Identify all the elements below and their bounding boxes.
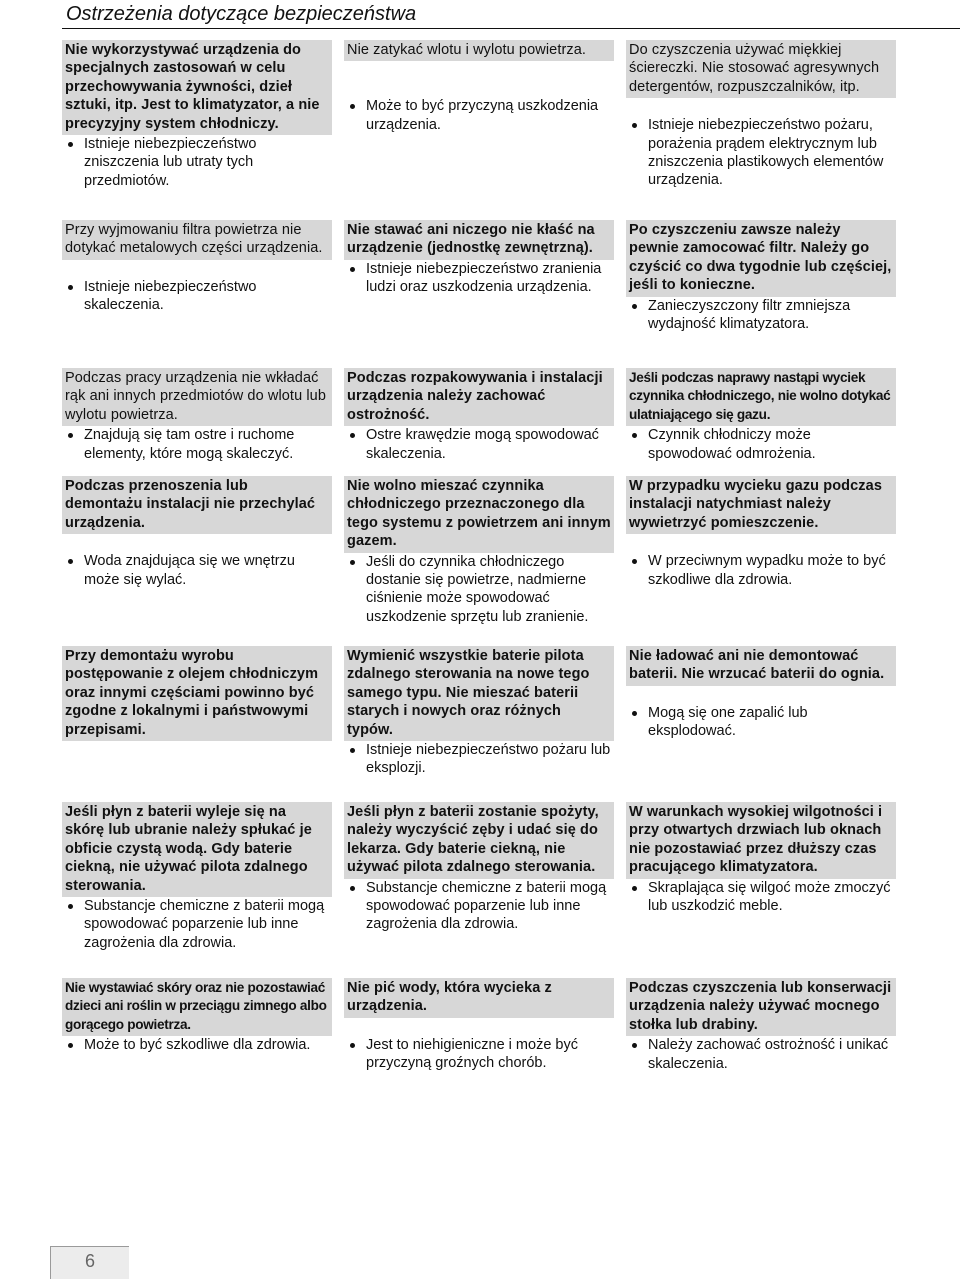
note-item: Zanieczyszczony filtr zmniejsza wydajność klimatyzatora. <box>626 297 896 334</box>
warning-cell <box>626 476 896 646</box>
note-list <box>344 260 614 297</box>
warning-cell <box>344 802 614 978</box>
warning-cell <box>62 476 332 646</box>
note-item: Istnieje niebezpieczeństwo zniszczenia lub utraty tych przedmiotów. <box>62 135 332 190</box>
warning-cell <box>626 802 896 978</box>
note-list <box>626 426 896 463</box>
warning-text: Nie pić wody, która wycieka z urządzenia. <box>344 978 614 1018</box>
note-item: Jeśli do czynnika chłodniczego dostanie się powietrze, nadmierne ciśnienie może spowodować uszkodzenie sprzętu lub zranienie. <box>344 553 614 627</box>
warning-cell <box>344 40 614 220</box>
warning-text: Nie stawać ani niczego nie kłaść na urządzenie (jednostkę zewnętrzną). <box>344 220 614 260</box>
note-list <box>626 879 896 916</box>
page-header <box>62 0 960 29</box>
warning-cell <box>62 220 332 368</box>
warning-text: Wymienić wszystkie baterie pilota zdalnego sterowania na nowe tego samego typu. Nie mieszać baterii starych i nowych oraz różnych typów. <box>344 646 614 741</box>
warning-text: Do czyszczenia używać miękkiej ściereczki. Nie stosować agresywnych detergentów, rozpuszczalników, itp. <box>626 40 896 98</box>
warning-text: Podczas rozpakowywania i instalacji urządzenia należy zachować ostrożność. <box>344 368 614 426</box>
warning-text: Nie wolno mieszać czynnika chłodniczego przeznaczonego dla tego systemu z powietrzem ani innym gazem. <box>344 476 614 553</box>
warning-text: Jeśli podczas naprawy nastąpi wyciek czynnika chłodniczego, nie wolno dotykać ulatniającego się gazu. <box>626 368 896 426</box>
warning-text: W warunkach wysokiej wilgotności i przy otwartych drzwiach lub oknach nie pozostawiać przez dłuższy czas pracującego klimatyzatora. <box>626 802 896 879</box>
safety-warnings-grid <box>62 40 960 1080</box>
warning-text: Nie wystawiać skóry oraz nie pozostawiać dzieci ani roślin w przeciągu zimnego albo gorącego powietrza. <box>62 978 332 1036</box>
note-list <box>626 552 896 589</box>
warning-cell <box>626 220 896 368</box>
note-item: Istnieje niebezpieczeństwo zranienia ludzi oraz uszkodzenia urządzenia. <box>344 260 614 297</box>
note-list <box>62 426 332 463</box>
note-list <box>344 426 614 463</box>
note-item: Jest to niehigieniczne i może być przyczyną groźnych chorób. <box>344 1036 614 1073</box>
note-list <box>62 135 332 190</box>
warning-cell <box>626 40 896 220</box>
warning-cell <box>344 646 614 802</box>
note-list <box>62 897 332 952</box>
note-item: Istnieje niebezpieczeństwo skaleczenia. <box>62 278 332 315</box>
note-list <box>344 879 614 934</box>
note-list <box>344 97 614 134</box>
note-item: Istnieje niebezpieczeństwo pożaru lub eksplozji. <box>344 741 614 778</box>
warning-cell <box>62 646 332 802</box>
note-item: Znajdują się tam ostre i ruchome elementy, które mogą skaleczyć. <box>62 426 332 463</box>
note-item: W przeciwnym wypadku może to być szkodliwe dla zdrowia. <box>626 552 896 589</box>
warning-cell <box>62 368 332 476</box>
note-list <box>626 1036 896 1073</box>
warning-cell <box>344 978 614 1080</box>
warning-cell <box>626 978 896 1080</box>
note-list <box>626 704 896 741</box>
warning-cell <box>62 802 332 978</box>
note-item: Mogą się one zapalić lub eksplodować. <box>626 704 896 741</box>
page-number-box <box>50 1246 129 1279</box>
note-list <box>62 1036 332 1054</box>
note-item: Ostre krawędzie mogą spowodować skaleczenia. <box>344 426 614 463</box>
warning-cell <box>626 646 896 802</box>
note-item: Może to być szkodliwe dla zdrowia. <box>62 1036 332 1054</box>
warning-text: Podczas pracy urządzenia nie wkładać rąk ani innych przedmiotów do wlotu lub wylotu powietrza. <box>62 368 332 426</box>
note-item: Czynnik chłodniczy może spowodować odmrożenia. <box>626 426 896 463</box>
page-number: 6 <box>84 1251 95 1271</box>
note-item: Substancje chemiczne z baterii mogą spowodować poparzenie lub inne zagrożenia dla zdrowia. <box>344 879 614 934</box>
warning-text: Nie ładować ani nie demontować baterii. Nie wrzucać baterii do ognia. <box>626 646 896 686</box>
warning-cell <box>344 220 614 368</box>
note-list <box>626 116 896 190</box>
warning-text: Jeśli płyn z baterii zostanie spożyty, należy wyczyścić zęby i udać się do lekarza. Gdy baterie ciekną, nie używać pilota zdalnego sterowania. <box>344 802 614 879</box>
warning-cell <box>62 978 332 1080</box>
note-list <box>62 278 332 315</box>
note-list <box>62 552 332 589</box>
page-title: Ostrzeżenia dotyczące bezpieczeństwa <box>66 3 417 25</box>
note-list <box>344 553 614 627</box>
warning-cell <box>344 476 614 646</box>
warning-text: W przypadku wycieku gazu podczas instalacji natychmiast należy wywietrzyć pomieszczenie. <box>626 476 896 534</box>
note-item: Istnieje niebezpieczeństwo pożaru, porażenia prądem elektrycznym lub zniszczenia plastikowych elementów urządzenia. <box>626 116 896 190</box>
warning-cell <box>626 368 896 476</box>
warning-text: Przy demontażu wyrobu postępowanie z olejem chłodniczym oraz innymi częściami powinno być zgodne z lokalnymi i państwowymi przepisami. <box>62 646 332 741</box>
warning-text: Jeśli płyn z baterii wyleje się na skórę lub ubranie należy spłukać je obficie czystą wodą. Gdy baterie ciekną, nie używać pilota zdalnego sterowania. <box>62 802 332 897</box>
warning-text: Nie wykorzystywać urządzenia do specjalnych zastosowań w celu przechowywania żywności, dzieł sztuki, itp. Jest to klimatyzator, a nie precyzyjny system chłodniczy. <box>62 40 332 135</box>
warning-cell <box>344 368 614 476</box>
warning-text: Po czyszczeniu zawsze należy pewnie zamocować filtr. Należy go czyścić co dwa tygodnie lub częściej, jeśli to konieczne. <box>626 220 896 297</box>
warning-text: Nie zatykać wlotu i wylotu powietrza. <box>344 40 614 61</box>
note-item: Należy zachować ostrożność i unikać skaleczenia. <box>626 1036 896 1073</box>
warning-text: Podczas przenoszenia lub demontażu instalacji nie przechylać urządzenia. <box>62 476 332 534</box>
note-list <box>626 297 896 334</box>
note-list <box>344 1036 614 1073</box>
note-item: Woda znajdująca się we wnętrzu może się wylać. <box>62 552 332 589</box>
warning-text: Podczas czyszczenia lub konserwacji urządzenia należy używać mocnego stołka lub drabiny. <box>626 978 896 1036</box>
note-list <box>344 741 614 778</box>
warning-text: Przy wyjmowaniu filtra powietrza nie dotykać metalowych części urządzenia. <box>62 220 332 260</box>
note-item: Substancje chemiczne z baterii mogą spowodować poparzenie lub inne zagrożenia dla zdrowia. <box>62 897 332 952</box>
note-item: Może to być przyczyną uszkodzenia urządzenia. <box>344 97 614 134</box>
warning-cell <box>62 40 332 220</box>
note-item: Skraplająca się wilgoć może zmoczyć lub uszkodzić meble. <box>626 879 896 916</box>
